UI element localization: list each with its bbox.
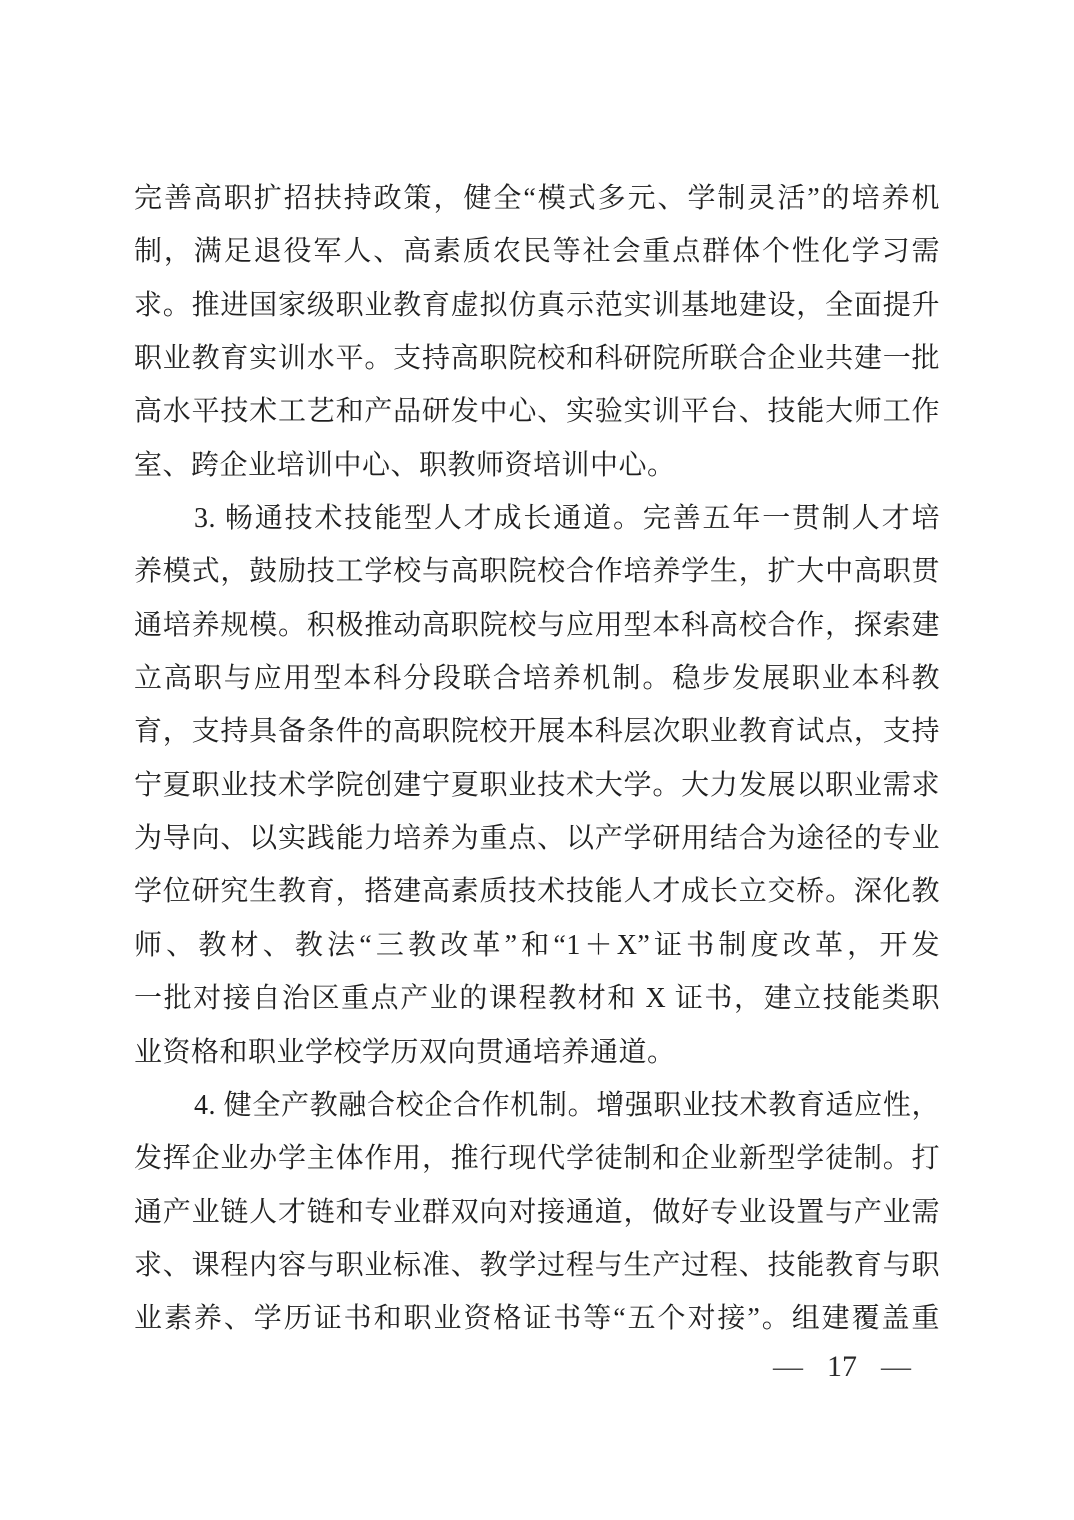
page-number-dash-right: —: [881, 1350, 911, 1383]
text-line: 为导向、以实践能力培养为重点、以产学研用结合为途径的专业: [134, 823, 940, 855]
text-line: 发挥企业办学主体作用，推行现代学徒制和企业新型学徒制。打: [134, 1143, 940, 1175]
text-line: 一批对接自治区重点产业的课程教材和 X 证书，建立技能类职: [134, 983, 940, 1015]
text-line: 通培养规模。积极推动高职院校与应用型本科高校合作，探索建: [134, 609, 940, 641]
text-line: 4. 健全产教融合校企合作机制。增强职业技术教育适应性，: [194, 1089, 940, 1121]
text-line: 通产业链人才链和专业群双向对接通道，做好专业设置与产业需: [134, 1196, 940, 1228]
text-line: 业素养、学历证书和职业资格证书等“五个对接”。组建覆盖重: [134, 1303, 940, 1335]
document-body: [134, 172, 940, 1346]
text-line: 制，满足退役军人、高素质农民等社会重点群体个性化学习需: [134, 236, 940, 268]
text-line: 育，支持具备条件的高职院校开展本科层次职业教育试点，支持: [134, 716, 940, 748]
text-line: 完善高职扩招扶持政策，健全“模式多元、学制灵活”的培养机: [134, 183, 940, 214]
page-number: 17: [827, 1350, 857, 1383]
text-line: 职业教育实训水平。支持高职院校和科研院所联合企业共建一批: [134, 343, 940, 375]
text-line: 学位研究生教育，搭建高素质技术技能人才成长立交桥。深化教: [134, 876, 940, 908]
text-line: 室、跨企业培训中心、职教师资培训中心。: [134, 449, 676, 481]
text-line: 求、课程内容与职业标准、教学过程与生产过程、技能教育与职: [134, 1249, 940, 1281]
page-number-dash-left: —: [773, 1350, 803, 1383]
text-line: 立高职与应用型本科分段联合培养机制。稳步发展职业本科教: [134, 663, 940, 695]
text-line: 求。推进国家级职业教育虚拟仿真示范实训基地建设，全面提升: [134, 289, 940, 321]
text-line: 高水平技术工艺和产品研发中心、实验实训平台、技能大师工作: [134, 396, 940, 428]
text-line: 3. 畅通技术技能型人才成长通道。完善五年一贯制人才培: [194, 503, 940, 535]
text-line: 师、教材、教法“三教改革”和“1＋X”证书制度改革，开发: [134, 929, 940, 961]
text-line: 宁夏职业技术学院创建宁夏职业技术大学。大力发展以职业需求: [134, 769, 940, 801]
page-number-footer: [773, 1350, 911, 1384]
text-line: 养模式，鼓励技工学校与高职院校合作培养学生，扩大中高职贯: [134, 556, 940, 588]
text-line: 业资格和职业学校学历双向贯通培养通道。: [134, 1036, 676, 1068]
